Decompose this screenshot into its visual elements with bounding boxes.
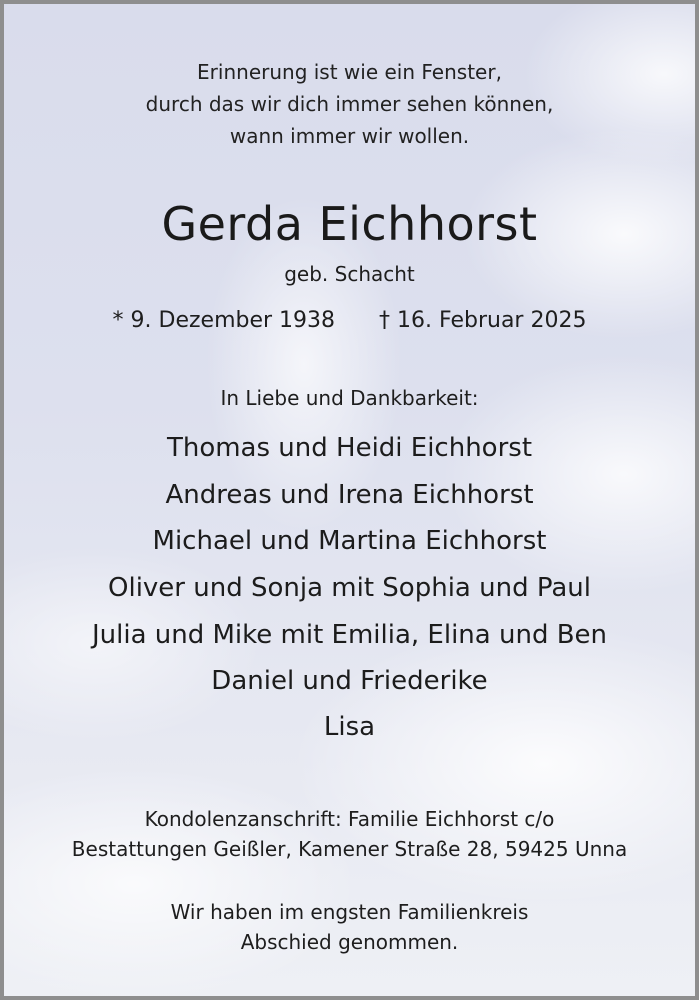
- deceased-name: Gerda Eichhorst: [161, 197, 538, 251]
- birth-date: * 9. Dezember 1938: [112, 308, 336, 333]
- quote-line: Erinnerung ist wie ein Fenster,: [197, 60, 502, 84]
- life-dates: [4, 306, 695, 336]
- birth-name: geb. Schacht: [284, 262, 415, 286]
- condolence-address: Bestattungen Geißler, Kamener Straße 28, 59425 Unna: [71, 837, 628, 861]
- mourner-line: Lisa: [323, 712, 376, 742]
- mourner-line: Oliver und Sonja mit Sophia und Paul: [108, 573, 591, 603]
- mourner-line: Michael und Martina Eichhorst: [152, 526, 547, 556]
- mourner-line: Thomas und Heidi Eichhorst: [166, 433, 533, 463]
- mourner-line: Andreas und Irena Eichhorst: [165, 480, 534, 510]
- quote-line: durch das wir dich immer sehen können,: [145, 92, 554, 116]
- quote-line: wann immer wir wollen.: [229, 124, 470, 148]
- condolence-line: Kondolenzanschrift: Familie Eichhorst c/o: [144, 807, 555, 831]
- mourner-line: Daniel und Friederike: [211, 666, 488, 696]
- farewell-line: Abschied genommen.: [240, 930, 459, 954]
- mourners-intro: In Liebe und Dankbarkeit:: [220, 386, 479, 410]
- mourner-line: Julia und Mike mit Emilia, Elina und Ben: [91, 620, 608, 650]
- farewell-line: Wir haben im engsten Familienkreis: [170, 900, 529, 924]
- death-date: † 16. Februar 2025: [379, 308, 587, 333]
